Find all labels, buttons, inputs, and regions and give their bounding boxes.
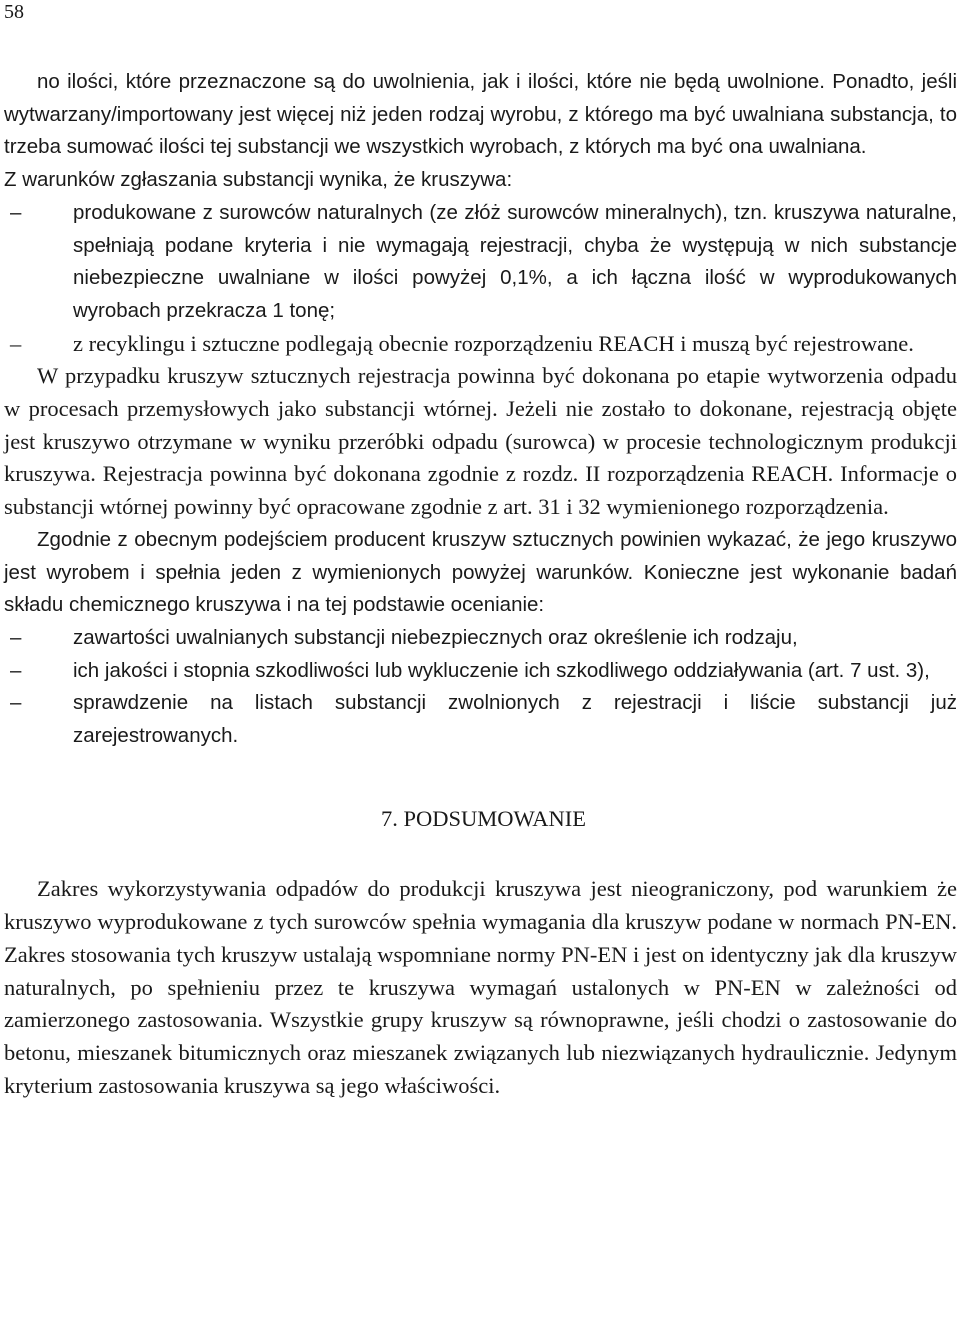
paragraph-notification-conditions: Z warunków zgłaszania substancji wynika, że kruszywa: bbox=[4, 168, 513, 192]
list-item-text: z recyklingu i sztuczne podlegają obecnie rozporządzeniu REACH i muszą być rejestrowane. bbox=[73, 330, 914, 356]
page-number: 58 bbox=[4, 1, 24, 23]
list-item-text: zawartości uwalnianych substancji niebezpiecznych oraz określenie ich rodzaju, bbox=[73, 625, 798, 649]
list-item bbox=[4, 655, 957, 688]
list-item bbox=[4, 622, 957, 655]
paragraph-summary: Zakres wykorzystywania odpadów do produkcji kruszywa jest nieograniczony, pod warunkiem że kruszywo wyprodukowane z tych surowców spełnia wymagania dla kruszyw podane w normach PN-EN. Zakres stosowania tych kruszyw ustalają wspomniane normy PN-EN i jest on identyczny jak dla kruszyw naturalnych, po spełnieniu przez te kruszywa wymagań ustalonych w PN-EN w zależności od zamierzonego zastosowania. Wszystkie grupy kruszyw są równoprawne, jeśli chodzi o zastosowanie do betonu, mieszanek bitumicznych oraz mieszanek związanych lub niezwiązanych hydraulicznie. Jedynym kryterium zastosowania kruszywa są jego właściwości. bbox=[4, 876, 957, 1098]
paragraph-release-quantities: no ilości, które przeznaczone są do uwolnienia, jak i ilości, które nie będą uwolnione. Ponadto, jeśli wytwarzany/importowany jest więcej niż jeden rodzaj wyrobu, z którego ma być uwalniana substancja, to trzeba sumować ilości tej substancji we wszystkich wyrobach, z których ma być ona uwalniana. bbox=[4, 70, 957, 159]
paragraph-producer-obligations: Zgodnie z obecnym podejściem producent kruszyw sztucznych powinien wykazać, że jego kruszywo jest wyrobem i spełnia jeden z wymienionych powyżej warunków. Konieczne jest wykonanie badań składu chemicznego kruszywa i na tej podstawie ocenianie: bbox=[4, 527, 957, 617]
page-body bbox=[4, 66, 957, 1102]
conditions-list-continued bbox=[4, 328, 957, 361]
list-item-text: produkowane z surowców naturalnych (ze złóż surowców mineralnych), tzn. kruszywa naturalne, spełniają podane kryteria i nie wymagają rejestracji, chyba że występują w nich substancje niebezpieczne uwalniane w ilości powyżej 0,1%, a ich łączna ilość w wyprodukowanych wyrobach przekracza 1 tonę; bbox=[73, 200, 957, 322]
conditions-list bbox=[4, 197, 957, 328]
list-item bbox=[4, 328, 957, 361]
list-item bbox=[4, 687, 957, 752]
list-item bbox=[4, 197, 957, 328]
assessment-list bbox=[4, 622, 957, 753]
paragraph-artificial-aggregates: W przypadku kruszyw sztucznych rejestracja powinna być dokonana po etapie wytworzenia odpadu w procesach przemysłowych jako substancji wtórnej. Jeżeli nie zostało to dokonane, rejestracją objęte jest kruszywo otrzymane w wyniku przeróbki odpadu (surowca) w procesie technologicznym produkcji kruszywa. Rejestracja powinna być dokonana zgodnie z rozdz. II rozporządzenia REACH. Informacje o substancji wtórnej powinny być opracowane zgodnie z art. 31 i 32 wymienionego rozporządzenia. bbox=[4, 363, 957, 520]
section-heading: 7. PODSUMOWANIE bbox=[380, 805, 586, 831]
list-item-text: sprawdzenie na listach substancji zwolnionych z rejestracji i liście substancji już zarejestrowanych. bbox=[73, 691, 957, 748]
list-item-text: ich jakości i stopnia szkodliwości lub wykluczenie ich szkodliwego oddziaływania (art. 7 ust. 3), bbox=[73, 658, 930, 682]
